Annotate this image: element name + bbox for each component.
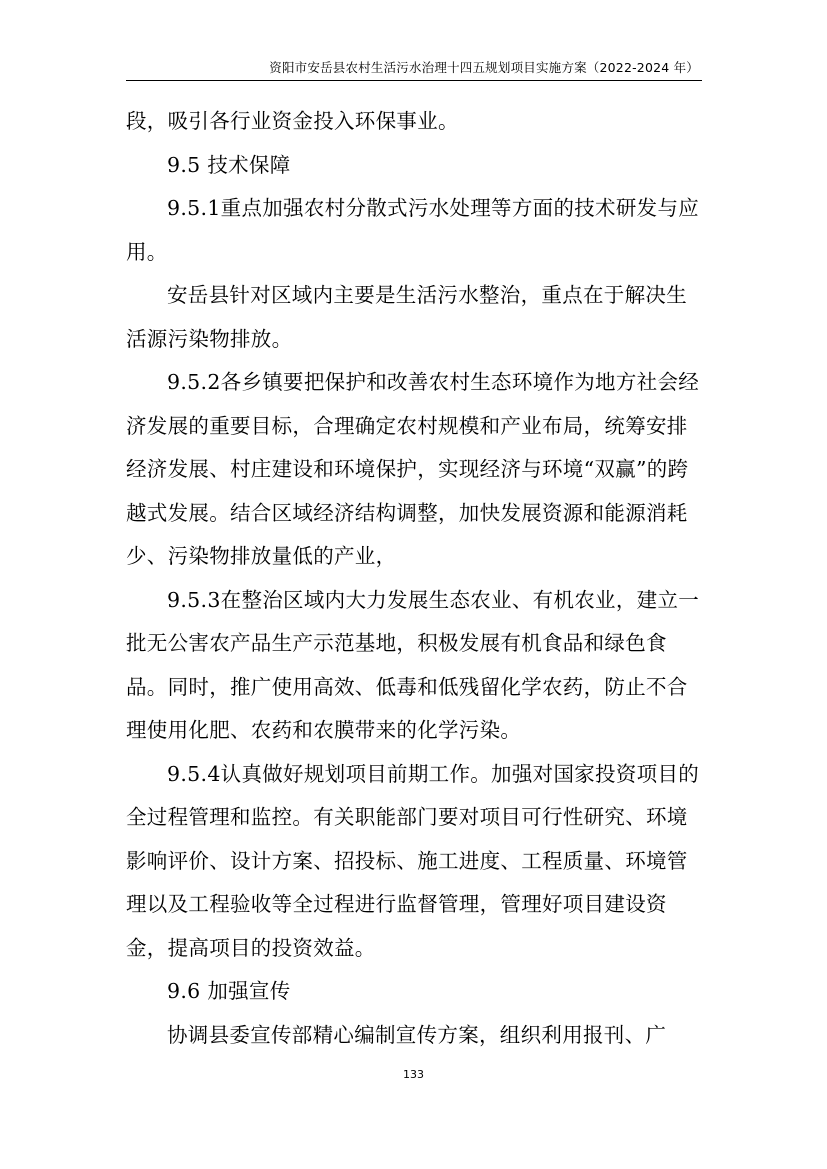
running-header: 资阳市安岳县农村生活污水治理十四五规划项目实施方案（2022-2024 年） [269, 60, 699, 75]
paragraph-9-5-2: 9.5.2各乡镇要把保护和改善农村生态环境作为地方社会经济发展的重要目标，合理确定农村规模和产业布局，统筹安排经济发展、村庄建设和环境保护，实现经济与环境“双赢”的跨越式发展。结合区域经济结构调整，加快发展资源和能源消耗少、污染物排放量低的产业， [126, 370, 700, 568]
section-heading-9-6: 9.6 加强宣传 [167, 979, 291, 1003]
section-heading-9-5: 9.5 技术保障 [167, 152, 291, 177]
paragraph-anyue-summary: 安岳县针对区域内主要是生活污水整治，重点在于解决生活源污染物排放。 [126, 283, 687, 351]
header-divider [126, 80, 702, 81]
paragraph-9-5-3: 9.5.3在整治区域内大力发展生态农业、有机农业，建立一批无公害农产品生产示范基地，积极发展有机食品和绿色食品。同时，推广使用高效、低毒和低残留化学农药，防止不合理使用化肥、农药和农膜带来的化学污染。 [126, 587, 700, 742]
document-body [126, 100, 702, 1057]
page-number: 133 [403, 1068, 424, 1081]
paragraph-publicity: 协调县委宣传部精心编制宣传方案，组织利用报刊、广 [167, 1022, 667, 1047]
paragraph-continuation: 段，吸引各行业资金投入环保事业。 [126, 109, 459, 133]
paragraph-9-5-1: 9.5.1重点加强农村分散式污水处理等方面的技术研发与应用。 [126, 196, 700, 264]
paragraph-9-5-4: 9.5.4认真做好规划项目前期工作。加强对国家投资项目的全过程管理和监控。有关职能部门要对项目可行性研究、环境影响评价、设计方案、招投标、施工进度、工程质量、环境管理以及工程验收等全过程进行监督管理，管理好项目建设资金，提高项目的投资效益。 [126, 761, 700, 960]
